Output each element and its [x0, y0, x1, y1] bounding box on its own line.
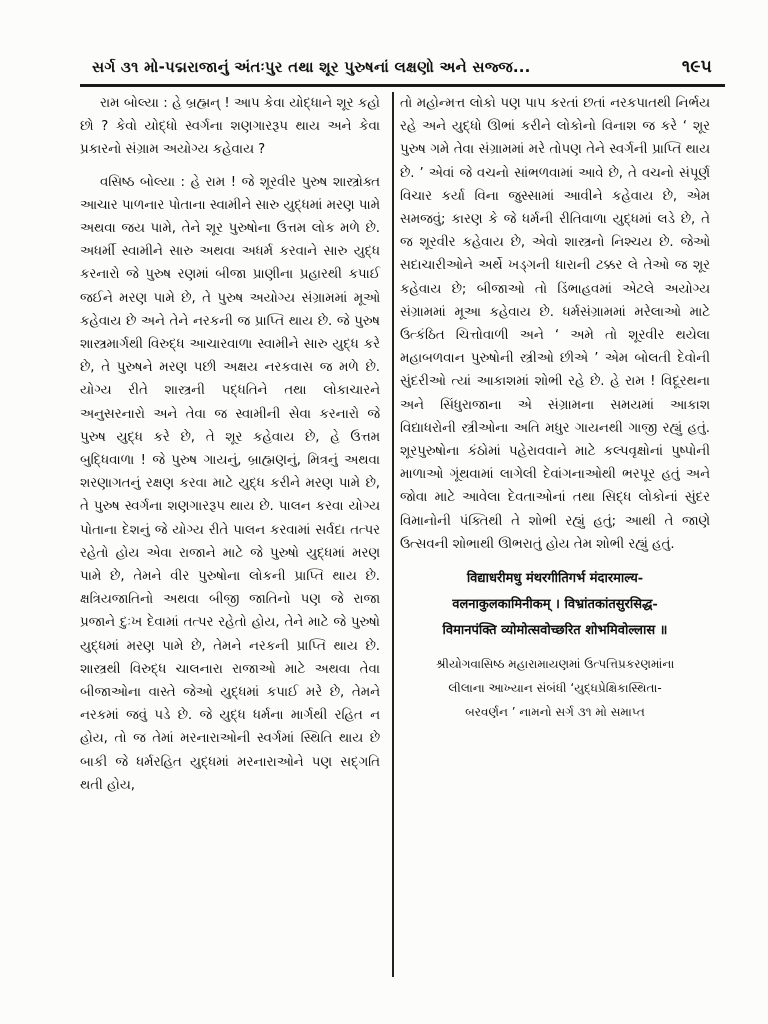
chapter-heading: સર્ગ ૩૧ મો-પદ્મરાજાનું અંતઃપુર તથા શૂર પુરુષનાં લક્ષણો અને સજ્જ... — [92, 58, 531, 76]
shloka-line: वलनाकुलकामिनीकम् । विभ्रांतकांतसुरसिद्ध- — [452, 597, 658, 613]
running-header — [92, 52, 712, 82]
column-divider — [392, 92, 394, 977]
shloka-line: विमानपंक्ति व्योमोत्सवोच्छरित शोभमिवोल्लास ॥ — [442, 623, 668, 639]
sanskrit-shloka — [400, 566, 710, 644]
paragraph-vasishtha-answer: વસિષ્ઠ બોલ્યા : હે રામ ! જે શૂરવીર પુરુષ શાસ્ત્રોક્ત આચાર પાળનાર પોતાના સ્વામીને સારુ યુદ્ધમાં મરણ પામે અથવા જય પામે, તેને શૂર પુરુષોના ઉત્તમ લોક મળે છે. અધર્મી સ્વામીને સારુ અથવા અધર્મ કરવાને સારુ યુદ્ધ કરનારો જે પુરુષ રણમાં બીજા પ્રાણીના પ્રહારથી કપાઈ જઈને મરણ પામે છે, તે પુરુષ અયોગ્ય સંગ્રામમાં મૂઓ કહેવાય છે અને તેને નરકની જ પ્રાપ્તિ થાય છે. જે પુરુષ શાસ્ત્રમાર્ગથી વિરુદ્ધ આચારવાળા સ્વામીને સારુ યુદ્ધ કરે છે, તે પુરુષને મરણ પછી અક્ષય નરકવાસ જ મળે છે. યોગ્ય રીતે શાસ્ત્રની પદ્ધતિને તથા લોકાચારને અનુસરનારો અને તેવા જ સ્વામીની સેવા કરનારો જે પુરુષ યુદ્ધ કરે છે, તે શૂર કહેવાય છે, હે ઉત્તમ બુદ્ધિવાળા ! જે પુરુષ ગાયનું, બ્રાહ્મણનું, મિત્રનું અથવા શરણાગતનું રક્ષણ કરવા માટે યુદ્ધ કરીને મરણ પામે છે, તે પુરુષ સ્વર્ગના શણગારરૂપ થાય છે. પાલન કરવા યોગ્ય પોતાના દેશનું જે યોગ્ય રીતે પાલન કરવામાં સર્વદા તત્પર રહેતો હોય એવા રાજાને માટે જે પુરુષો યુદ્ધમાં મરણ પામે છે, તેમને વીર પુરુષોના લોકની પ્રાપ્તિ થાય છે. ક્ષત્રિયજાતિનો અથવા બીજી જાતિનો પણ જે રાજા પ્રજાને દુઃખ દેવામાં તત્પર રહેતો હોય, તેને માટે જે પુરુષો યુદ્ધમાં મરણ પામે છે, તેમને નરકની પ્રાપ્તિ થાય છે. શાસ્ત્રથી વિરુદ્ધ ચાલનારા રાજાઓ માટે અથવા તેવા બીજાઓના વાસ્તે જેઓ યુદ્ધમાં કપાઈ મરે છે, તેમને નરકમાં જવું પડે છે. જે યુદ્ધ ધર્મના માર્ગથી રહિત ન હોય, તો જ તેમાં મરનારાઓની સ્વર્ગમાં સ્થિતિ થાય છે બાકી જે ધર્મરહિત યુદ્ધમાં મરનારાઓને પણ સદ્ગતિ થતી હોય, — [80, 174, 380, 793]
paragraph-continuation: તો મહોન્મત્ત લોકો પણ પાપ કરતાં છતાં નરકપાતથી નિર્ભય રહે અને યુદ્ધો ઊભાં કરીને લોકોનો વિનાશ જ કરે ‘ શૂર પુરુષ ગમે તેવા સંગ્રામમાં મરે તોપણ તેને સ્વર્ગની પ્રાપ્તિ થાય છે. ’ એવાં જે વચનો સાંભળવામાં આવે છે, તે વચનો સંપૂર્ણ વિચાર કર્યા વિના જુસ્સામાં આવીને કહેવાય છે, એમ સમજવું; કારણ કે જે ધર્મની રીતિવાળા યુદ્ધમાં લડે છે, તે જ શૂરવીર કહેવાય છે, એવો શાસ્ત્રનો નિશ્ચય છે. જેઓ સદાચારીઓને અર્થે ખડ્ગની ધારાની ટક્કર લે તેઓ જ શૂર કહેવાય છે; બીજાઓ તો ડિંભાહવમાં એટલે અયોગ્ય સંગ્રામમાં મૂઆ કહેવાય છે. ધર્મસંગ્રામમાં મરેલાઓ માટે ઉત્કંઠિત ચિત્તોવાળી અને ‘ અમે તો શૂરવીર થયેલા મહાબળવાન પુરુષોની સ્ત્રીઓ છીએ ’ એમ બોલતી દેવોની સુંદરીઓ ત્યાં આકાશમાં શોભી રહે છે. હે રામ ! વિદૂરથના અને સિંધુરાજાના એ સંગ્રામના સમયમાં આકાશ વિદ્યાધરોની સ્ત્રીઓના અતિ મધુર ગાયનથી ગાજી રહ્યું હતું. શૂરપુરુષોના કંઠોમાં પહેરાવવાને માટે કલ્પવૃક્ષોનાં પુષ્પોની માળાઓ ગૂંથવામાં લાગેલી દેવાંગનાઓથી ભરપૂર હતું અને જોવા માટે આવેલા દેવતાઓનાં તથા સિદ્ધ લોકોનાં સુંદર વિમાનોની પંક્તિથી તે શોભી રહ્યું હતું; આથી તે જાણે ઉત્સવની શોભાથી ઊભરાતું હોય તેમ શોભી રહ્યું હતું. — [400, 96, 710, 552]
right-column — [400, 92, 710, 724]
header-rule — [80, 84, 725, 87]
page-number: ૧૯૫ — [681, 57, 712, 77]
paragraph-rama-question: રામ બોલ્યા : હે બ્રહ્મન્ ! આપ કેવા યોદ્ધાને શૂર કહો છો ? કેવો યોદ્ધો સ્વર્ગના શણગારરૂપ થાય અને કેવા પ્રકારનો સંગ્રામ અયોગ્ય કહેવાય ? — [80, 96, 380, 158]
chapter-colophon — [400, 652, 710, 724]
colophon-line: બરવર્ણન ’ નામનો સર્ગ ૩૧ મો સમાપ્ત — [465, 705, 645, 720]
colophon-line: શ્રીયોગવાસિષ્ઠ મહારામાયણમાં ઉત્પત્તિપ્રકરણમાંના — [435, 657, 675, 672]
colophon-line: લીલાના આખ્યાન સંબંધી ‘યુદ્ધપ્રેક્ષિકાસ્થિતા- — [448, 681, 662, 696]
left-column — [80, 92, 380, 806]
shloka-line: विद्याधरीमधु मंथरगीतिगर्भ मंदारमाल्य- — [466, 571, 644, 587]
